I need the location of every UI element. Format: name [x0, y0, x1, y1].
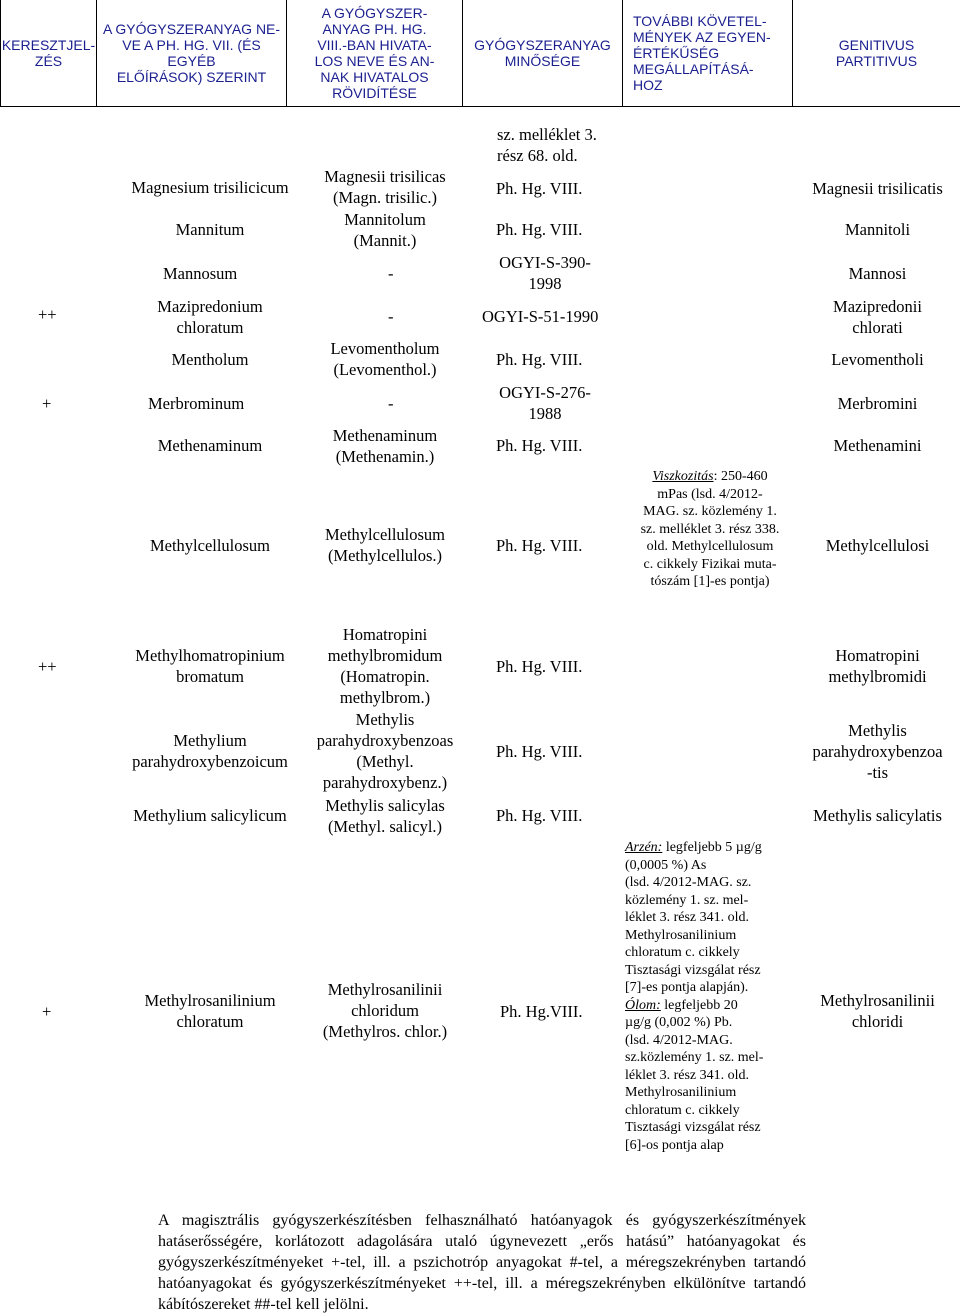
name-mannitum: Mannitum — [175, 220, 245, 239]
viscosity-text: : 250-460 mPas (lsd. 4/2012- MAG. sz. közlemény 1. sz. melléklet 3. rész 338. old. Methylcellulosum c. cikkely Fizikai muta- tószám [1]-es pontja) — [640, 469, 780, 589]
genitive-methylcellulosum: Methylcellulosi — [825, 536, 930, 555]
header-col-requirements-text: TOVÁBBI KÖVETEL- MÉNYEK AZ EGYEN- ÉRTÉKŰSÉG MEGÁLLAPÍTÁSÁ- HOZ — [633, 13, 771, 93]
marking-mazipredonium: ++ — [38, 305, 57, 324]
quality-methylium-salicylicum: Ph. Hg. VIII. — [496, 806, 583, 825]
genitive-mentholum: Levomentholi — [831, 350, 924, 369]
header-col-genitive-text: GENITIVUS PARTITIVUS — [835, 37, 918, 69]
official-mentholum: Levomentholum (Levomenthol.) — [330, 339, 440, 379]
name-mannosum: Mannosum — [163, 264, 238, 283]
genitive-methenaminum: Methenamini — [833, 436, 922, 455]
name-merbrominum: Merbrominum — [148, 394, 245, 413]
quality-methylium-parahydroxybenzoicum: Ph. Hg. VIII. — [496, 742, 583, 761]
official-methylium-parahydroxybenzoicum: Methylis parahydroxybenzoas (Methyl. parahydroxybenz.) — [316, 710, 454, 792]
requirements-methylrosanilinium — [625, 839, 797, 1154]
genitive-methylhomatropinium: Homatropini methylbromidi — [828, 646, 927, 686]
quality-methylcellulosum: Ph. Hg. VIII. — [496, 536, 583, 555]
genitive-methylium-salicylicum: Methylis salicylatis — [813, 806, 942, 825]
header-col-official-name — [286, 0, 462, 106]
header-col-marking — [0, 0, 96, 106]
quality-merbrominum: OGYI-S-276- 1988 — [499, 383, 591, 423]
genitive-mannosum: Mannosi — [848, 264, 907, 283]
genitive-mannitum: Mannitoli — [844, 220, 911, 239]
header-col-name-ph7-text: A GYÓGYSZERANYAG NE- VE A PH. HG. VII. (ÉS EGYÉB ELŐÍRÁSOK) SZERINT — [102, 21, 281, 85]
viscosity-label: Viszkozitás — [652, 469, 714, 484]
name-methylium-salicylicum: Methylium salicylicum — [133, 806, 287, 825]
name-mazipredonium: Mazipredonium chloratum — [157, 297, 263, 337]
quality-mannosum: OGYI-S-390- 1998 — [499, 253, 591, 293]
name-mentholum: Mentholum — [171, 350, 249, 369]
marking-methylrosanilinium: + — [42, 1002, 52, 1021]
quality-mazipredonium: OGYI-S-51-1990 — [482, 307, 599, 326]
genitive-methylium-parahydroxybenzoicum: Methylis parahydroxybenzoa -tis — [812, 721, 943, 782]
official-merbrominum: - — [388, 394, 394, 413]
quality-methenaminum: Ph. Hg. VIII. — [496, 436, 583, 455]
genitive-methylrosanilinium: Methylrosanilinii chloridi — [820, 991, 935, 1031]
lead-label: Ólom: — [625, 997, 661, 1013]
header-col-marking-text: KERESZTJEL- ZÉS — [1, 37, 96, 69]
official-mannitum: Mannitolum (Mannit.) — [344, 210, 426, 250]
marking-merbrominum: + — [42, 394, 52, 413]
quality-mentholum: Ph. Hg. VIII. — [496, 350, 583, 369]
name-magnesium-trisilicicum: Magnesium trisilicicum — [131, 178, 289, 197]
quality-methylhomatropinium: Ph. Hg. VIII. — [496, 657, 583, 676]
genitive-magnesium: Magnesii trisilicatis — [812, 179, 943, 198]
marking-methylhomatropinium: ++ — [38, 657, 57, 676]
lead-text: legfeljebb 20 µg/g (0,002 %) Pb. (lsd. 4/2012-MAG. sz.közlemény 1. sz. mel- léklet 3. rész 341. old. Methylrosanilinium chloratum c. cikkely Tisztasági vizsgálat rész [6]-os pontja alap — [625, 997, 764, 1153]
genitive-mazipredonium: Mazipredonii chlorati — [833, 297, 922, 337]
name-methylium-parahydroxybenzoicum: Methylium parahydroxybenzoicum — [132, 731, 288, 771]
footnote-paragraph: A magisztrális gyógyszerkészítésben felhasználható hatóanyagok és gyógyszerkészítmények hatáserősségére, korlátozott adagolására utaló úgynevezett „erős hatású” hatóanyagokat és gyógyszerkészítményeket +-tel, ill. a pszichotróp anyagokat #-tel, a méregszekrényben tartandó hatóanyagokat és gyógyszerkészítményeket ++-tel, ill. a méregszekrényben elkülönítve tartandó kábítószereket ##-tel kell jelölni. — [158, 1212, 806, 1313]
name-methylhomatropinium: Methylhomatropinium bromatum — [135, 646, 285, 686]
official-mazipredonium: - — [388, 307, 394, 326]
header-col-quality-text: GYÓGYSZERANYAG MINŐSÉGE — [474, 37, 611, 69]
name-methylrosanilinium: Methylrosanilinium chloratum — [144, 991, 276, 1031]
header-col-quality — [462, 0, 622, 106]
official-methylhomatropinium: Homatropini methylbromidum (Homatropin. methylbrom.) — [327, 625, 443, 707]
requirements-methylcellulosum — [624, 468, 796, 591]
official-magnesium: Magnesii trisilicas (Magn. trisilic.) — [324, 167, 446, 207]
name-methenaminum: Methenaminum — [157, 436, 263, 455]
table-header — [0, 0, 960, 107]
name-methylcellulosum: Methylcellulosum — [149, 536, 271, 555]
quality-cell-continuation: sz. melléklet 3. rész 68. old. — [497, 125, 597, 165]
arsenic-label: Arzén: — [625, 840, 663, 855]
official-methylrosanilinium: Methylrosanilinii chloridum (Methylros. chlor.) — [322, 980, 448, 1041]
official-mannosum: - — [388, 264, 394, 283]
genitive-merbrominum: Merbromini — [837, 394, 918, 413]
official-methylcellulosum: Methylcellulosum (Methylcellulos.) — [324, 525, 446, 565]
header-col-official-name-text: A GYÓGYSZER- ANYAG PH. HG. VIII.-BAN HIVATA- LOS NEVE ÉS AN- NAK HIVATALOS RÖVIDÍTÉSE — [314, 5, 435, 101]
arsenic-text: legfeljebb 5 µg/g (0,0005 %) As (lsd. 4/2012-MAG. sz. közlemény 1. sz. mel- léklet 3. rész 341. old. Methylrosanilinium chloratum c. cikkely Tisztasági vizsgálat rész [7]-es pontja alapján). — [625, 840, 762, 995]
header-col-requirements — [622, 0, 792, 106]
header-col-genitive — [792, 0, 960, 106]
quality-magnesium: Ph. Hg. VIII. — [496, 179, 583, 198]
header-col-name-ph7 — [96, 0, 286, 106]
quality-methylrosanilinium: Ph. Hg.VIII. — [500, 1002, 583, 1021]
quality-mannitum: Ph. Hg. VIII. — [496, 220, 583, 239]
official-methylium-salicylicum: Methylis salicylas (Methyl. salicyl.) — [325, 796, 445, 836]
official-methenaminum: Methenaminum (Methenamin.) — [332, 426, 438, 466]
